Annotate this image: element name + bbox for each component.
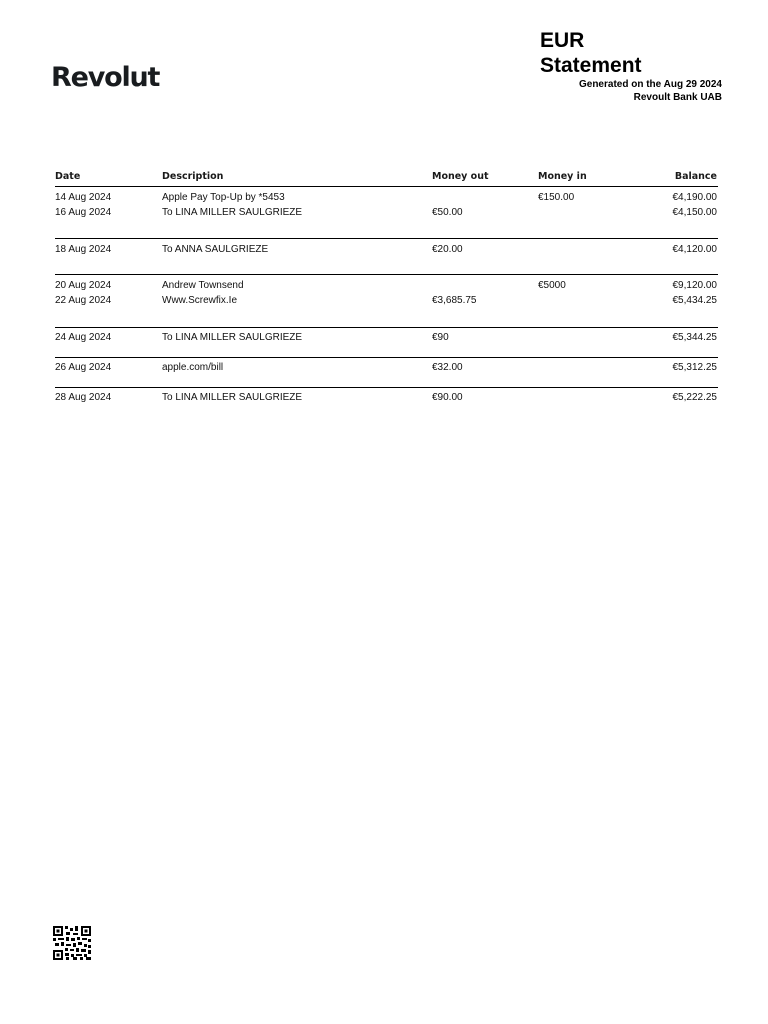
column-header-description: Description xyxy=(162,171,224,182)
transactions-table xyxy=(55,166,718,412)
column-header-balance: Balance xyxy=(674,171,717,182)
row-description: Andrew Townsend xyxy=(162,280,244,291)
column-header-money-in: Money in xyxy=(538,171,587,182)
row-balance: €5,222.25 xyxy=(672,392,717,403)
row-description: To ANNA SAULGRIEZE xyxy=(162,244,269,255)
row-balance: €5,344.25 xyxy=(672,332,717,343)
table-row xyxy=(55,207,718,239)
row-description: apple.com/bill xyxy=(162,362,224,373)
column-header-money-out: Money out xyxy=(432,171,489,182)
row-description: To LINA MILLER SAULGRIEZE xyxy=(162,207,303,218)
row-money-out: €50.00 xyxy=(432,207,463,218)
qr-code-icon xyxy=(53,926,91,960)
row-balance: €4,150.00 xyxy=(672,207,717,218)
row-balance: €9,120.00 xyxy=(672,280,717,291)
generated-date: Generated on the Aug 29 2024 xyxy=(578,79,722,90)
row-date: 16 Aug 2024 xyxy=(55,207,112,218)
statement-header xyxy=(540,28,722,104)
row-date: 28 Aug 2024 xyxy=(55,392,112,403)
row-date: 24 Aug 2024 xyxy=(55,332,112,343)
table-row xyxy=(55,388,718,412)
row-money-in: €150.00 xyxy=(538,192,575,203)
row-money-out: €90.00 xyxy=(432,392,463,403)
row-balance: €4,120.00 xyxy=(672,244,717,255)
row-balance: €5,312.25 xyxy=(672,362,717,373)
row-date: 18 Aug 2024 xyxy=(55,244,112,255)
row-balance: €4,190.00 xyxy=(672,192,717,203)
row-money-out: €20.00 xyxy=(432,244,463,255)
column-header-date: Date xyxy=(55,171,81,182)
revolut-logo: Revolut xyxy=(51,62,160,93)
statement-title: Statement xyxy=(540,54,642,77)
row-date: 26 Aug 2024 xyxy=(55,362,112,373)
row-money-in: €5000 xyxy=(538,280,566,291)
row-money-out: €32.00 xyxy=(432,362,463,373)
row-money-out: €3,685.75 xyxy=(432,295,477,306)
table-row xyxy=(55,295,718,328)
table-row xyxy=(55,328,718,358)
bank-name: Revoult Bank UAB xyxy=(633,92,722,103)
row-description: Www.Screwfix.Ie xyxy=(162,295,238,306)
row-description: Apple Pay Top-Up by *5453 xyxy=(162,192,285,203)
table-row xyxy=(55,239,718,275)
table-row xyxy=(55,275,718,295)
statement-currency: EUR xyxy=(540,29,585,52)
row-balance: €5,434.25 xyxy=(672,295,717,306)
table-row xyxy=(55,187,718,207)
row-date: 20 Aug 2024 xyxy=(55,280,112,291)
row-date: 22 Aug 2024 xyxy=(55,295,112,306)
table-header xyxy=(55,166,718,187)
row-description: To LINA MILLER SAULGRIEZE xyxy=(162,332,303,343)
row-money-out: €90 xyxy=(432,332,449,343)
row-date: 14 Aug 2024 xyxy=(55,192,112,203)
table-row xyxy=(55,358,718,388)
row-description: To LINA MILLER SAULGRIEZE xyxy=(162,392,303,403)
